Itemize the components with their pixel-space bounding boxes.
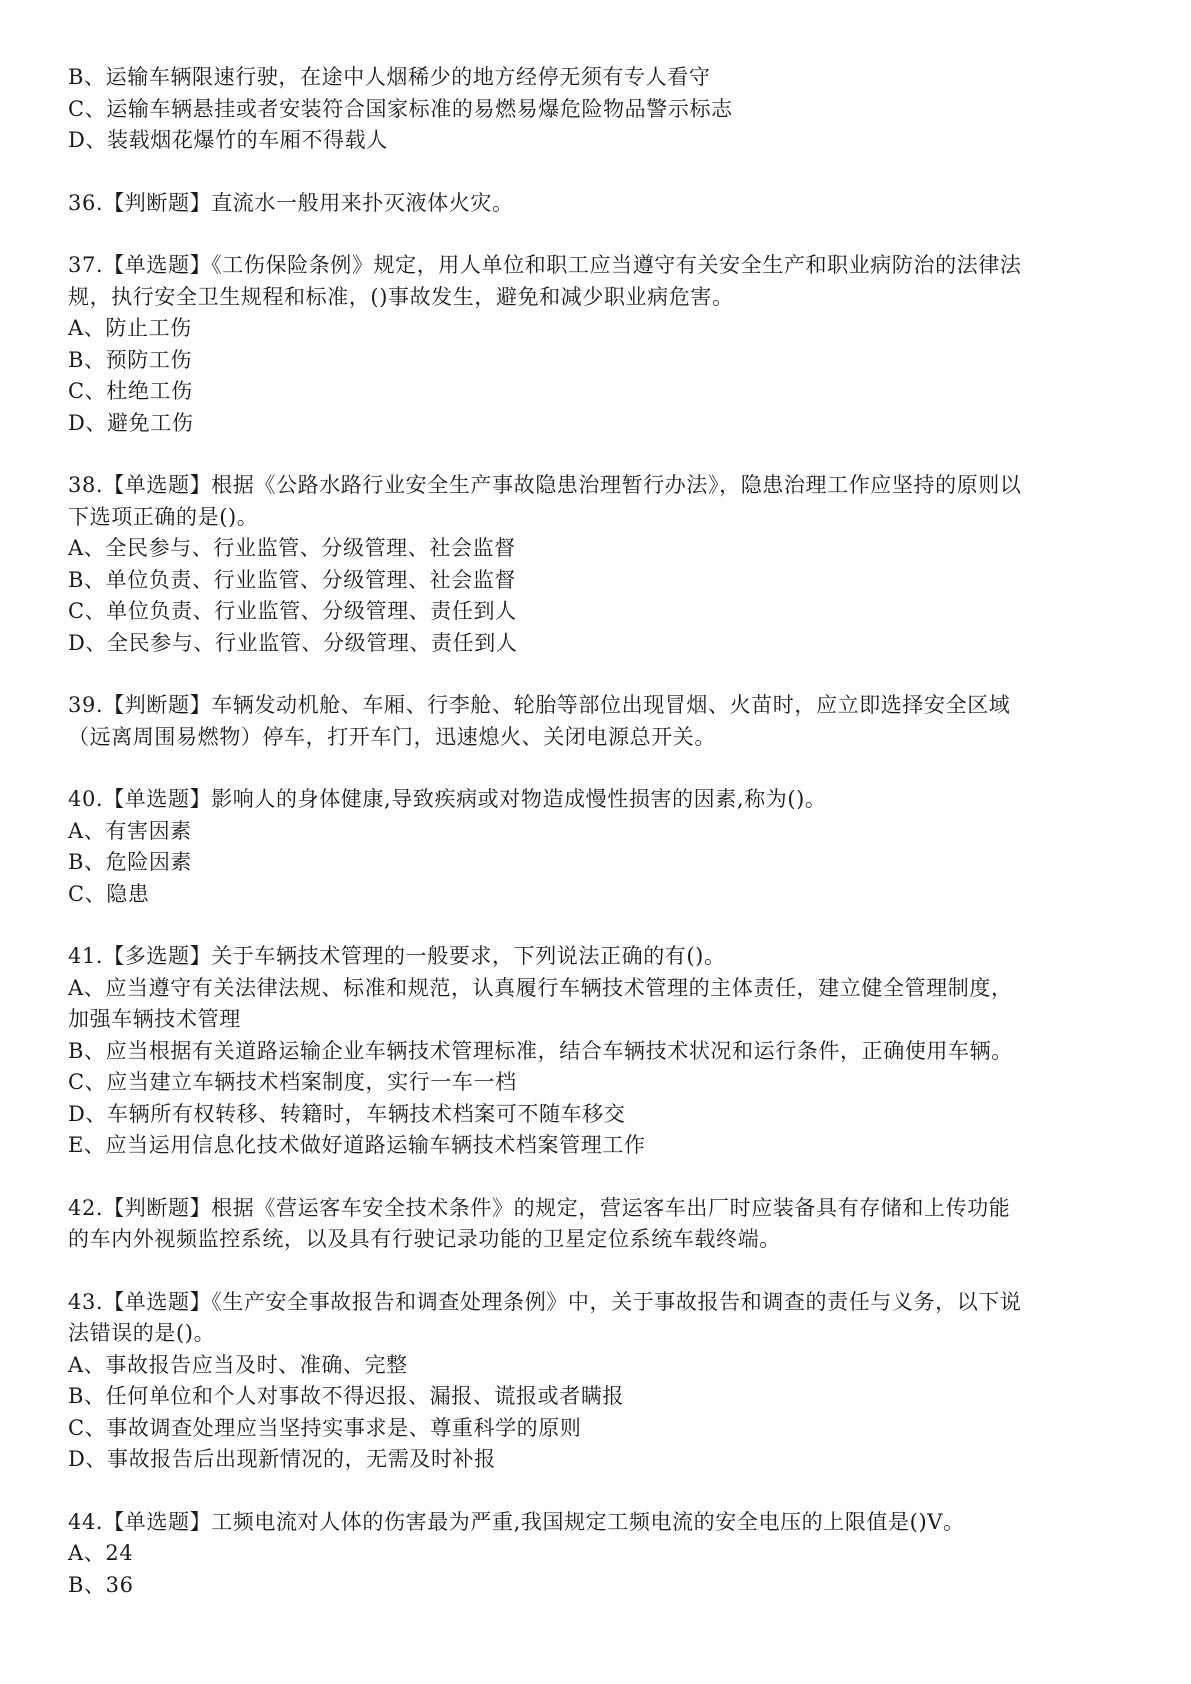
question-40: [68, 784, 1128, 910]
question-35-options: [68, 62, 1128, 157]
question-text: 43.【单选题】《生产安全事故报告和调查处理条例》中，关于事故报告和调查的责任与义务，以下说: [68, 1289, 1022, 1314]
option-a: A、有害因素: [68, 818, 192, 843]
question-37: [68, 250, 1128, 439]
question-text: 42.【判断题】根据《营运客车安全技术条件》的规定，营运客车出厂时应装备具有存储和上传功能: [68, 1195, 1011, 1220]
option-a: A、应当遵守有关法律法规、标准和规范，认真履行车辆技术管理的主体责任，建立健全管理制度，: [68, 975, 1013, 1000]
option-b: B、应当根据有关道路运输企业车辆技术管理标准，结合车辆技术状况和运行条件，正确使用车辆。: [68, 1038, 1013, 1063]
question-38: [68, 470, 1128, 659]
option-a-cont: 加强车辆技术管理: [68, 1007, 241, 1031]
question-text: 39.【判断题】车辆发动机舱、车厢、行李舱、轮胎等部位出现冒烟、火苗时，应立即选择安全区域: [68, 693, 1011, 717]
option-c: C、运输车辆悬挂或者安装符合国家标准的易燃易爆危险物品警示标志: [68, 96, 733, 121]
question-text: 38.【单选题】根据《公路水路行业安全生产事故隐患治理暂行办法》，隐患治理工作应坚持的原则以: [68, 473, 1022, 497]
question-text-cont: 下选项正确的是()。: [68, 504, 259, 529]
question-text-cont: 的车内外视频监控系统，以及具有行驶记录功能的卫星定位系统车载终端。: [68, 1227, 781, 1251]
question-text: 37.【单选题】《工伤保险条例》规定，用人单位和职工应当遵守有关安全生产和职业病防治的法律法: [68, 253, 1022, 277]
option-e: E、应当运用信息化技术做好道路运输车辆技术档案管理工作: [68, 1133, 646, 1157]
option-a: A、事故报告应当及时、准确、完整: [68, 1352, 408, 1377]
question-44: [68, 1507, 1128, 1602]
option-b: B、36: [68, 1572, 134, 1597]
question-list: [68, 62, 1128, 1632]
option-d: D、车辆所有权转移、转籍时，车辆技术档案可不随车移交: [68, 1101, 626, 1126]
question-text-cont: 法错误的是()。: [68, 1321, 216, 1345]
question-text-cont: （远离周围易燃物）停车，打开车门，迅速熄火、关闭电源总开关。: [68, 724, 716, 749]
option-a: A、防止工伤: [68, 316, 192, 340]
option-b: B、单位负责、行业监管、分级管理、社会监督: [68, 567, 517, 592]
option-b: B、危险因素: [68, 850, 193, 874]
option-a: A、24: [68, 1541, 134, 1565]
option-b: B、预防工伤: [68, 347, 193, 372]
option-b: B、任何单位和个人对事故不得迟报、漏报、谎报或者瞒报: [68, 1384, 625, 1408]
option-c: C、隐患: [68, 881, 150, 906]
question-42: [68, 1193, 1128, 1256]
question-43: [68, 1287, 1128, 1476]
option-c: C、事故调查处理应当坚持实事求是、尊重科学的原则: [68, 1415, 582, 1440]
option-d: D、装载烟花爆竹的车厢不得载人: [68, 128, 388, 152]
option-c: C、应当建立车辆技术档案制度，实行一车一档: [68, 1070, 517, 1094]
question-36: [68, 188, 1128, 220]
option-b: B、运输车辆限速行驶，在途中人烟稀少的地方经停无须有专人看守: [68, 65, 711, 89]
option-a: A、全民参与、行业监管、分级管理、社会监督: [68, 536, 516, 560]
option-d: D、全民参与、行业监管、分级管理、责任到人: [68, 630, 518, 655]
option-d: D、事故报告后出现新情况的，无需及时补报: [68, 1447, 496, 1471]
question-text: 44.【单选题】工频电流对人体的伤害最为严重,我国规定工频电流的安全电压的上限值是()V。: [68, 1509, 965, 1534]
question-text-cont: 规，执行安全卫生规程和标准，()事故发生，避免和减少职业病危害。: [68, 284, 734, 309]
question-39: [68, 690, 1128, 753]
option-c: C、杜绝工伤: [68, 379, 193, 403]
question-text: 36.【判断题】直流水一般用来扑灭液体火灾。: [68, 190, 514, 215]
question-41: [68, 941, 1128, 1162]
question-text: 41.【多选题】关于车辆技术管理的一般要求，下列说法正确的有()。: [68, 944, 726, 968]
question-text: 40.【单选题】影响人的身体健康,导致疾病或对物造成慢性损害的因素,称为()。: [68, 787, 827, 811]
option-c: C、单位负责、行业监管、分级管理、责任到人: [68, 599, 517, 623]
option-d: D、避免工伤: [68, 410, 194, 435]
